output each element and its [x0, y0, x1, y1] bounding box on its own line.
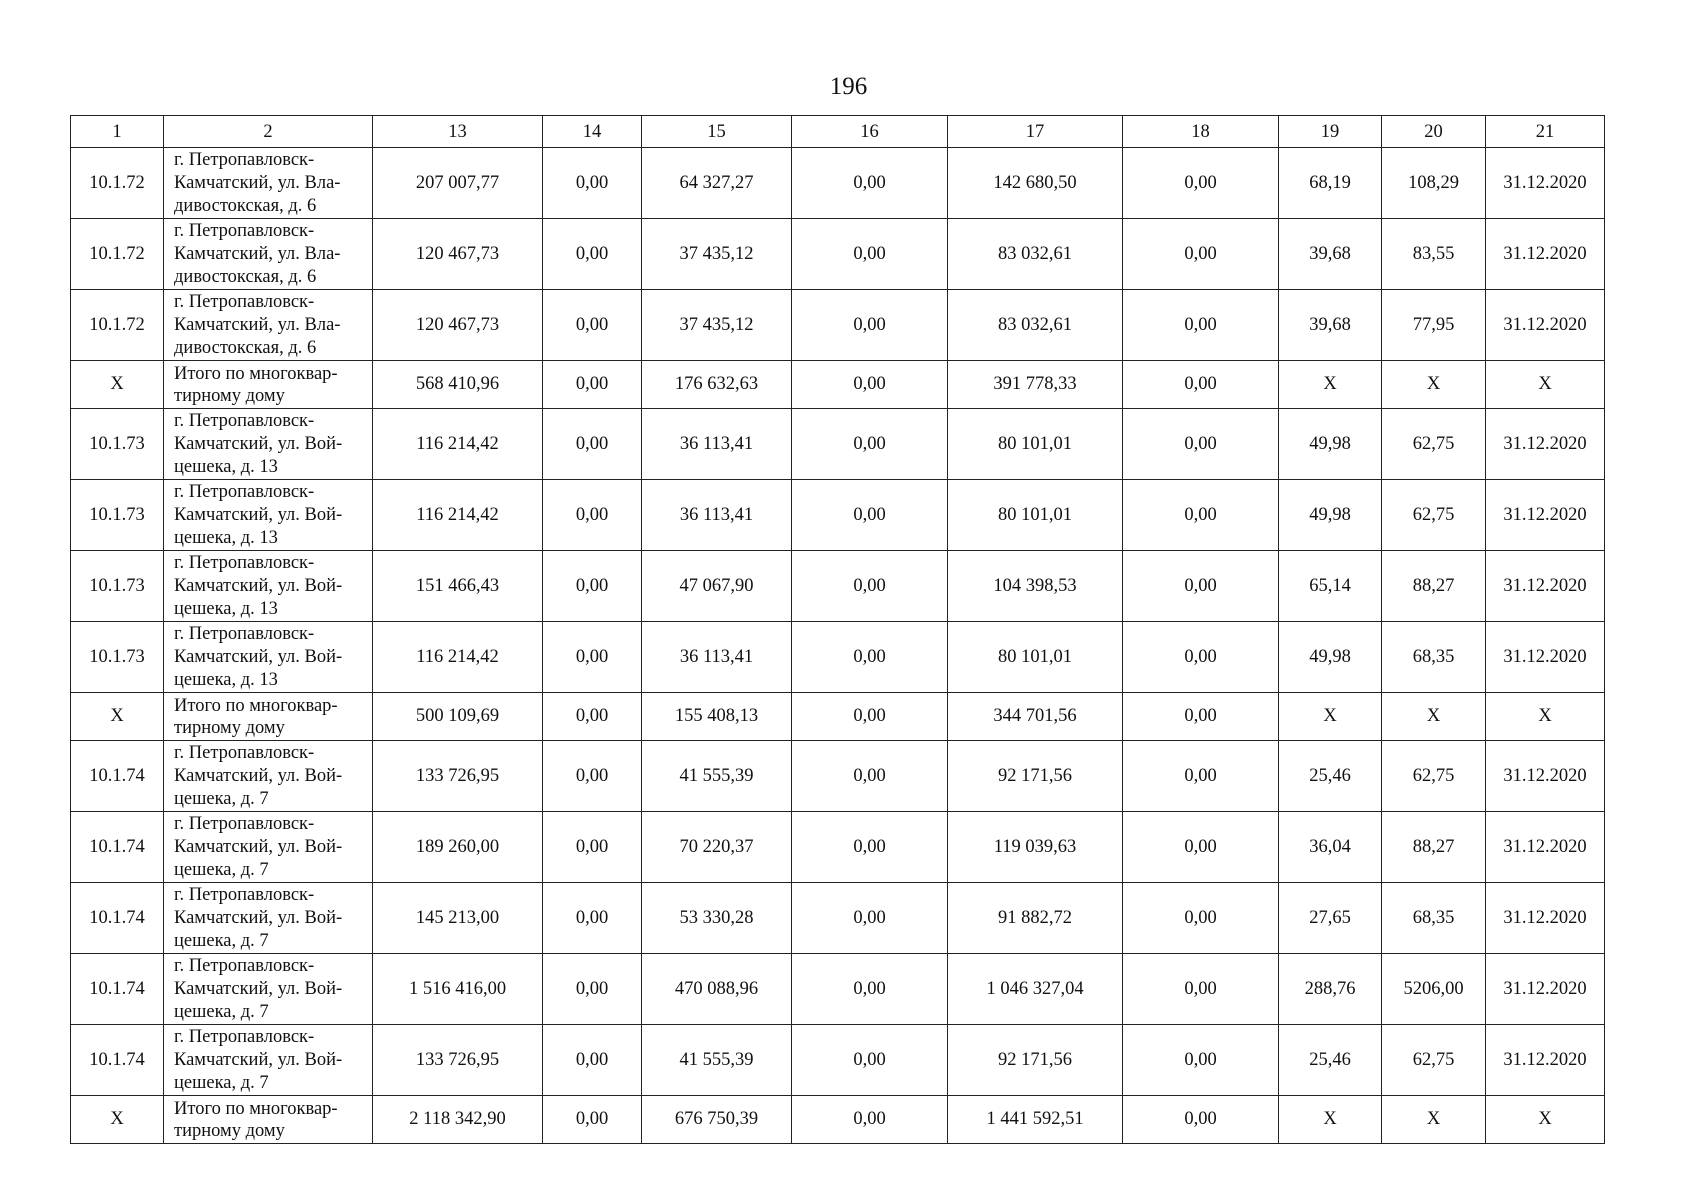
cell-row-number: 10.1.73	[71, 622, 164, 693]
cell-col-17: 80 101,01	[948, 409, 1123, 480]
cell-col-15: 470 088,96	[642, 954, 792, 1025]
cell-col-14: 0,00	[543, 954, 642, 1025]
table-row	[71, 812, 1605, 883]
cell-col-15: 47 067,90	[642, 551, 792, 622]
cell-col-18: 0,00	[1123, 409, 1279, 480]
table-row	[71, 290, 1605, 361]
cell-col-20: 62,75	[1382, 409, 1486, 480]
cell-col-16: 0,00	[792, 290, 948, 361]
cell-col-20: Х	[1382, 693, 1486, 741]
cell-col-13: 116 214,42	[373, 622, 543, 693]
data-table	[70, 115, 1605, 1144]
cell-col-14: 0,00	[543, 148, 642, 219]
cell-col-14: 0,00	[543, 883, 642, 954]
cell-col-20: 77,95	[1382, 290, 1486, 361]
cell-col-15: 53 330,28	[642, 883, 792, 954]
cell-col-13: 120 467,73	[373, 219, 543, 290]
cell-col-15: 64 327,27	[642, 148, 792, 219]
cell-address: г. Петропавловск- Камчатский, ул. Вой- цешека, д. 13	[164, 409, 373, 480]
cell-address: г. Петропавловск- Камчатский, ул. Вой- цешека, д. 13	[164, 551, 373, 622]
cell-col-20: 83,55	[1382, 219, 1486, 290]
cell-col-18: 0,00	[1123, 883, 1279, 954]
cell-col-15: 41 555,39	[642, 741, 792, 812]
cell-col-20: 62,75	[1382, 1025, 1486, 1096]
cell-row-number: 10.1.74	[71, 1025, 164, 1096]
cell-col-16: 0,00	[792, 219, 948, 290]
cell-col-20: 68,35	[1382, 622, 1486, 693]
cell-address: г. Петропавловск- Камчатский, ул. Вой- цешека, д. 13	[164, 622, 373, 693]
cell-col-20: 88,27	[1382, 812, 1486, 883]
cell-col-21: 31.12.2020	[1486, 622, 1605, 693]
cell-row-number: 10.1.73	[71, 480, 164, 551]
cell-col-16: 0,00	[792, 409, 948, 480]
table-row	[71, 741, 1605, 812]
column-header: 16	[792, 116, 948, 148]
header-row	[71, 116, 1605, 148]
cell-address: г. Петропавловск- Камчатский, ул. Вой- цешека, д. 7	[164, 883, 373, 954]
column-header: 20	[1382, 116, 1486, 148]
column-header: 14	[543, 116, 642, 148]
column-header: 15	[642, 116, 792, 148]
cell-col-13: 500 109,69	[373, 693, 543, 741]
cell-col-19: 39,68	[1279, 290, 1382, 361]
cell-address: г. Петропавловск- Камчатский, ул. Вой- цешека, д. 13	[164, 480, 373, 551]
table-row	[71, 409, 1605, 480]
cell-col-13: 145 213,00	[373, 883, 543, 954]
cell-col-19: 27,65	[1279, 883, 1382, 954]
cell-col-16: 0,00	[792, 1025, 948, 1096]
cell-col-21: 31.12.2020	[1486, 812, 1605, 883]
cell-col-21: 31.12.2020	[1486, 409, 1605, 480]
table-row	[71, 883, 1605, 954]
table-row	[71, 148, 1605, 219]
table-body	[71, 148, 1605, 1144]
column-header: 17	[948, 116, 1123, 148]
cell-row-number: 10.1.72	[71, 290, 164, 361]
cell-col-13: 116 214,42	[373, 409, 543, 480]
cell-col-14: 0,00	[543, 1096, 642, 1144]
cell-col-18: 0,00	[1123, 361, 1279, 409]
cell-col-14: 0,00	[543, 361, 642, 409]
cell-col-15: 176 632,63	[642, 361, 792, 409]
cell-col-17: 1 046 327,04	[948, 954, 1123, 1025]
cell-col-21: Х	[1486, 1096, 1605, 1144]
cell-row-number: 10.1.74	[71, 812, 164, 883]
total-row	[71, 361, 1605, 409]
column-header: 1	[71, 116, 164, 148]
table-row	[71, 551, 1605, 622]
cell-address: г. Петропавловск- Камчатский, ул. Вла- дивостокская, д. 6	[164, 219, 373, 290]
cell-col-15: 36 113,41	[642, 480, 792, 551]
cell-col-16: 0,00	[792, 480, 948, 551]
cell-col-13: 207 007,77	[373, 148, 543, 219]
cell-row-number: 10.1.74	[71, 741, 164, 812]
total-row	[71, 693, 1605, 741]
cell-col-21: 31.12.2020	[1486, 480, 1605, 551]
cell-col-19: 25,46	[1279, 741, 1382, 812]
cell-col-17: 104 398,53	[948, 551, 1123, 622]
cell-col-14: 0,00	[543, 693, 642, 741]
cell-col-18: 0,00	[1123, 551, 1279, 622]
cell-col-13: 133 726,95	[373, 1025, 543, 1096]
table-row	[71, 1025, 1605, 1096]
cell-col-16: 0,00	[792, 1096, 948, 1144]
cell-col-21: 31.12.2020	[1486, 219, 1605, 290]
cell-col-16: 0,00	[792, 954, 948, 1025]
column-header: 21	[1486, 116, 1605, 148]
table-row	[71, 622, 1605, 693]
cell-col-19: 49,98	[1279, 622, 1382, 693]
cell-col-19: 68,19	[1279, 148, 1382, 219]
cell-col-20: 62,75	[1382, 480, 1486, 551]
cell-col-17: 391 778,33	[948, 361, 1123, 409]
cell-row-number: Х	[71, 1096, 164, 1144]
cell-row-number: 10.1.74	[71, 883, 164, 954]
cell-col-21: 31.12.2020	[1486, 290, 1605, 361]
cell-col-16: 0,00	[792, 551, 948, 622]
cell-col-19: Х	[1279, 693, 1382, 741]
column-header: 19	[1279, 116, 1382, 148]
cell-col-13: 568 410,96	[373, 361, 543, 409]
cell-col-19: 49,98	[1279, 480, 1382, 551]
cell-col-13: 2 118 342,90	[373, 1096, 543, 1144]
cell-address: Итого по многоквар- тирному дому	[164, 693, 373, 741]
cell-col-17: 91 882,72	[948, 883, 1123, 954]
column-header: 13	[373, 116, 543, 148]
cell-col-21: 31.12.2020	[1486, 148, 1605, 219]
cell-row-number: 10.1.72	[71, 219, 164, 290]
cell-col-18: 0,00	[1123, 622, 1279, 693]
page-number: 196	[829, 73, 868, 100]
cell-col-17: 92 171,56	[948, 741, 1123, 812]
cell-col-19: 39,68	[1279, 219, 1382, 290]
cell-address: Итого по многоквар- тирному дому	[164, 1096, 373, 1144]
cell-col-17: 92 171,56	[948, 1025, 1123, 1096]
cell-col-20: 62,75	[1382, 741, 1486, 812]
cell-col-19: 36,04	[1279, 812, 1382, 883]
cell-col-15: 37 435,12	[642, 219, 792, 290]
table-row	[71, 219, 1605, 290]
cell-col-20: Х	[1382, 1096, 1486, 1144]
cell-col-13: 151 466,43	[373, 551, 543, 622]
cell-col-17: 1 441 592,51	[948, 1096, 1123, 1144]
cell-col-13: 120 467,73	[373, 290, 543, 361]
cell-row-number: 10.1.73	[71, 409, 164, 480]
cell-col-14: 0,00	[543, 480, 642, 551]
column-header: 18	[1123, 116, 1279, 148]
cell-col-20: Х	[1382, 361, 1486, 409]
cell-address: г. Петропавловск- Камчатский, ул. Вой- цешека, д. 7	[164, 1025, 373, 1096]
cell-col-14: 0,00	[543, 741, 642, 812]
cell-address: г. Петропавловск- Камчатский, ул. Вой- цешека, д. 7	[164, 954, 373, 1025]
cell-col-21: Х	[1486, 693, 1605, 741]
cell-col-18: 0,00	[1123, 1025, 1279, 1096]
cell-col-21: 31.12.2020	[1486, 954, 1605, 1025]
cell-row-number: 10.1.72	[71, 148, 164, 219]
cell-col-17: 83 032,61	[948, 219, 1123, 290]
cell-col-17: 119 039,63	[948, 812, 1123, 883]
cell-col-14: 0,00	[543, 1025, 642, 1096]
table-row	[71, 480, 1605, 551]
cell-col-18: 0,00	[1123, 290, 1279, 361]
cell-col-15: 36 113,41	[642, 622, 792, 693]
cell-col-21: 31.12.2020	[1486, 551, 1605, 622]
cell-col-16: 0,00	[792, 148, 948, 219]
cell-address: г. Петропавловск- Камчатский, ул. Вой- цешека, д. 7	[164, 741, 373, 812]
cell-col-17: 80 101,01	[948, 480, 1123, 551]
cell-col-18: 0,00	[1123, 812, 1279, 883]
cell-col-14: 0,00	[543, 551, 642, 622]
cell-address: Итого по многоквар- тирному дому	[164, 361, 373, 409]
table-row	[71, 954, 1605, 1025]
cell-col-14: 0,00	[543, 219, 642, 290]
cell-col-14: 0,00	[543, 290, 642, 361]
cell-col-19: 25,46	[1279, 1025, 1382, 1096]
cell-address: г. Петропавловск- Камчатский, ул. Вла- дивостокская, д. 6	[164, 148, 373, 219]
cell-col-20: 68,35	[1382, 883, 1486, 954]
cell-col-18: 0,00	[1123, 741, 1279, 812]
cell-col-19: 65,14	[1279, 551, 1382, 622]
cell-col-16: 0,00	[792, 361, 948, 409]
cell-col-15: 676 750,39	[642, 1096, 792, 1144]
cell-col-18: 0,00	[1123, 480, 1279, 551]
cell-col-19: 49,98	[1279, 409, 1382, 480]
cell-col-15: 36 113,41	[642, 409, 792, 480]
cell-col-18: 0,00	[1123, 148, 1279, 219]
cell-col-17: 142 680,50	[948, 148, 1123, 219]
cell-col-20: 5206,00	[1382, 954, 1486, 1025]
cell-col-21: Х	[1486, 361, 1605, 409]
cell-col-19: 288,76	[1279, 954, 1382, 1025]
cell-col-15: 37 435,12	[642, 290, 792, 361]
cell-col-17: 83 032,61	[948, 290, 1123, 361]
cell-col-21: 31.12.2020	[1486, 741, 1605, 812]
cell-col-13: 1 516 416,00	[373, 954, 543, 1025]
cell-row-number: Х	[71, 361, 164, 409]
cell-col-20: 108,29	[1382, 148, 1486, 219]
cell-col-13: 189 260,00	[373, 812, 543, 883]
cell-col-18: 0,00	[1123, 219, 1279, 290]
cell-row-number: 10.1.73	[71, 551, 164, 622]
cell-col-18: 0,00	[1123, 693, 1279, 741]
cell-row-number: 10.1.74	[71, 954, 164, 1025]
cell-col-16: 0,00	[792, 622, 948, 693]
total-row	[71, 1096, 1605, 1144]
cell-col-15: 70 220,37	[642, 812, 792, 883]
cell-col-20: 88,27	[1382, 551, 1486, 622]
cell-col-16: 0,00	[792, 883, 948, 954]
cell-col-17: 344 701,56	[948, 693, 1123, 741]
cell-col-16: 0,00	[792, 693, 948, 741]
cell-row-number: Х	[71, 693, 164, 741]
cell-col-13: 116 214,42	[373, 480, 543, 551]
cell-col-14: 0,00	[543, 622, 642, 693]
cell-col-15: 155 408,13	[642, 693, 792, 741]
cell-col-17: 80 101,01	[948, 622, 1123, 693]
cell-col-21: 31.12.2020	[1486, 883, 1605, 954]
cell-address: г. Петропавловск- Камчатский, ул. Вой- цешека, д. 7	[164, 812, 373, 883]
cell-col-13: 133 726,95	[373, 741, 543, 812]
cell-col-14: 0,00	[543, 812, 642, 883]
cell-col-18: 0,00	[1123, 1096, 1279, 1144]
cell-col-21: 31.12.2020	[1486, 1025, 1605, 1096]
cell-col-18: 0,00	[1123, 954, 1279, 1025]
cell-col-19: Х	[1279, 361, 1382, 409]
cell-col-16: 0,00	[792, 812, 948, 883]
column-header: 2	[164, 116, 373, 148]
cell-col-14: 0,00	[543, 409, 642, 480]
cell-address: г. Петропавловск- Камчатский, ул. Вла- дивостокская, д. 6	[164, 290, 373, 361]
cell-col-16: 0,00	[792, 741, 948, 812]
cell-col-15: 41 555,39	[642, 1025, 792, 1096]
cell-col-19: Х	[1279, 1096, 1382, 1144]
